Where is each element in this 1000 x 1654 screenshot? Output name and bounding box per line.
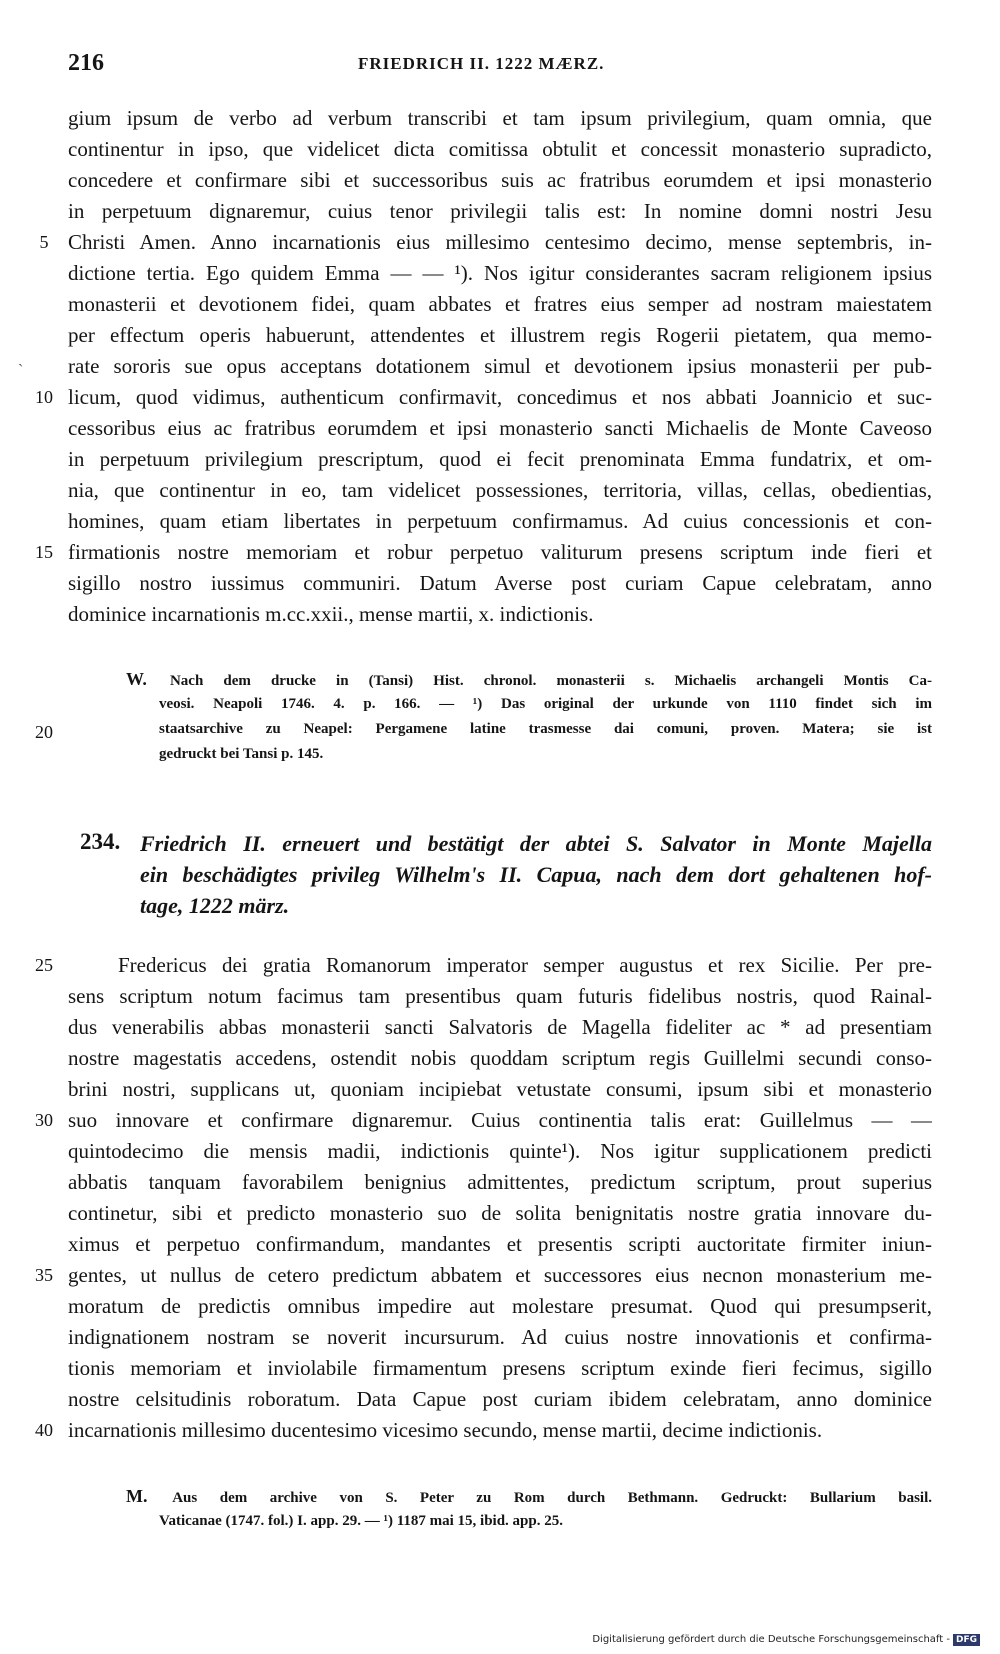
note-text: Aus dem archive von S. Peter zu Rom durch Bethmann. Gedruckt: Bullarium basil.	[172, 1490, 932, 1506]
body-line: nia, que continentur in eo, tam videlicet possessiones, territoria, villas, cellas, obedientias,	[68, 478, 932, 502]
body-line: per effectum operis habuerunt, attendentes et illustrem regis Rogerii pietatem, qua memo-	[68, 323, 932, 347]
margin-mark: `	[18, 362, 24, 379]
line-number: 5	[39, 232, 49, 252]
body-line: rate sororis sue opus acceptans dotationem simul et devotionem ipsius monasterii per pub-	[68, 354, 932, 378]
regest-line: Friedrich II. erneuert und bestätigt der abtei S. Salvator in Monte Majella	[140, 831, 932, 856]
footnote-line: Vaticanae (1747. fol.) I. app. 29. — ¹) 1187 mai 15, ibid. app. 25.	[159, 1513, 563, 1529]
body-line: continetur, sibi et predicto monasterio suo de solita benignitatis nostre gratia innovare du-	[68, 1201, 932, 1225]
body-line: ximus et perpetuo confirmandum, mandantes et presentis scripti auctoritate firmiter iniun-	[68, 1232, 932, 1256]
body-line: sens scriptum notum facimus tam presentibus quam futuris fidelibus nostris, quod Rainal-	[68, 984, 932, 1008]
line-number: 15	[35, 542, 53, 562]
body-line: monasterii et devotionem fidei, quam abbates et fratres eius semper ad nostram maiestatem	[68, 292, 932, 316]
digitization-credit	[592, 1634, 980, 1646]
footnote-line: gedruckt bei Tansi p. 145.	[159, 746, 324, 762]
page-header	[68, 50, 932, 80]
body-line: gium ipsum de verbo ad verbum transcribi et tam ipsum privilegium, quam omnia, que	[68, 106, 932, 130]
body-line: homines, quam etiam libertates in perpetuum confirmamus. Ad cuius concessionis et con-	[68, 509, 932, 533]
running-head: FRIEDRICH II. 1222 MÆRZ.	[358, 54, 605, 73]
body-line: moratum de predictis omnibus impedire aut molestare presumat. Quod qui presumpserit,	[68, 1294, 932, 1318]
body-line: sigillo nostro iussimus communiri. Datum Averse post curiam Capue celebratam, anno	[68, 571, 932, 595]
note-siglum: M.	[126, 1486, 148, 1506]
note-text: Nach dem drucke in (Tansi) Hist. chronol. monasterii s. Michaelis archangeli Montis Ca-	[169, 673, 932, 689]
body-line: concedere et confirmare sibi et successoribus suis ac fratribus eorumdem et ipsi monasterio	[68, 168, 932, 192]
body-line: dominice incarnationis m.cc.xxii., mense martii, x. indictionis.	[68, 602, 594, 626]
body-line: dus venerabilis abbas monasterii sancti Salvatoris de Magella fideliter ac * ad presentiam	[68, 1015, 932, 1039]
body-line: brini nostri, supplicans ut, quoniam incipiebat vetustate consumi, ipsum sibi et monasterio	[68, 1077, 932, 1101]
footnote-line	[126, 667, 932, 692]
regest-line: tage, 1222 märz.	[140, 893, 290, 918]
body-line: abbatis tanquam favorabilem benignius admittentes, predictum scriptum, prout superius	[68, 1170, 932, 1194]
body-line: suo innovare et confirmare dignaremur. Cuius continentia talis erat: Guillelmus — —	[68, 1108, 932, 1132]
note-siglum: W.	[126, 669, 147, 689]
body-line: in perpetuum dignaremur, cuius tenor privilegii talis est: In nomine domni nostri Jesu	[68, 199, 932, 223]
line-number: 35	[35, 1265, 53, 1285]
body-line: incarnationis millesimo ducentesimo vicesimo secundo, mense martii, decime indictionis.	[68, 1418, 823, 1442]
body-line: cessoribus eius ac fratribus eorumdem et ipsi monasterio sancti Michaelis de Monte Caveoso	[68, 416, 932, 440]
footnote-line: veosi. Neapoli 1746. 4. p. 166. — ¹) Das original der urkunde von 1110 findet sich im	[159, 696, 932, 712]
footnote-line	[126, 1484, 932, 1509]
body-line: tionis memoriam et inviolabile firmamentum presens scriptum exinde fieri fecimus, sigillo	[68, 1356, 932, 1380]
body-line: quintodecimo die mensis madii, indictionis quinte¹). Nos igitur supplicationem predicti	[68, 1139, 932, 1163]
line-number: 40	[35, 1420, 53, 1440]
body-line: in perpetuum privilegium prescriptum, quod ei fecit prenominata Emma fundatrix, et om-	[68, 447, 932, 471]
body-line: nostre celsitudinis roboratum. Data Capue post curiam ibidem celebratam, anno dominice	[68, 1387, 932, 1411]
regest-line: ein beschädigtes privileg Wilhelm's II. Capua, nach dem dort gehaltenen hof-	[140, 862, 932, 887]
page-number: 216	[68, 50, 104, 76]
body-line: continentur in ipso, que videlicet dicta comitissa obtulit et concessit monasterio supradicto,	[68, 137, 932, 161]
body-line: firmationis nostre memoriam et robur perpetuo valiturum presens scriptum inde fieri et	[68, 540, 932, 564]
body-line: nostre magestatis accedens, ostendit nobis quoddam scriptum regis Guillelmi secundi conso-	[68, 1046, 932, 1070]
line-number: 30	[35, 1110, 53, 1130]
body-line: licum, quod vidimus, authenticum confirmavit, concedimus et nos abbati Joannicio et suc-	[68, 385, 932, 409]
body-line: dictione tertia. Ego quidem Emma — — ¹). Nos igitur considerantes sacram religionem ipsius	[68, 261, 932, 285]
line-number: 10	[35, 387, 53, 407]
body-line: indignationem nostram se noverit incursurum. Ad cuius nostre innovationis et confirma-	[68, 1325, 932, 1349]
credit-text: Digitalisierung gefördert durch die Deutsche Forschungsgemeinschaft -	[592, 1634, 950, 1645]
document-number: 234.	[80, 829, 121, 854]
body-line: Fredericus dei gratia Romanorum imperator semper augustus et rex Sicilie. Per pre-	[118, 953, 932, 977]
line-number: 25	[35, 955, 53, 975]
body-line: gentes, ut nullus de cetero predictum abbatem et successores eius necnon monasterium me-	[68, 1263, 932, 1287]
line-number: 20	[35, 722, 53, 742]
dfg-logo: DFG	[953, 1634, 980, 1646]
footnote-line: staatsarchive zu Neapel: Pergamene latine trasmesse dai comuni, proven. Matera; sie ist	[159, 721, 932, 737]
body-line: Christi Amen. Anno incarnationis eius millesimo centesimo decimo, mense septembris, in-	[68, 230, 932, 254]
